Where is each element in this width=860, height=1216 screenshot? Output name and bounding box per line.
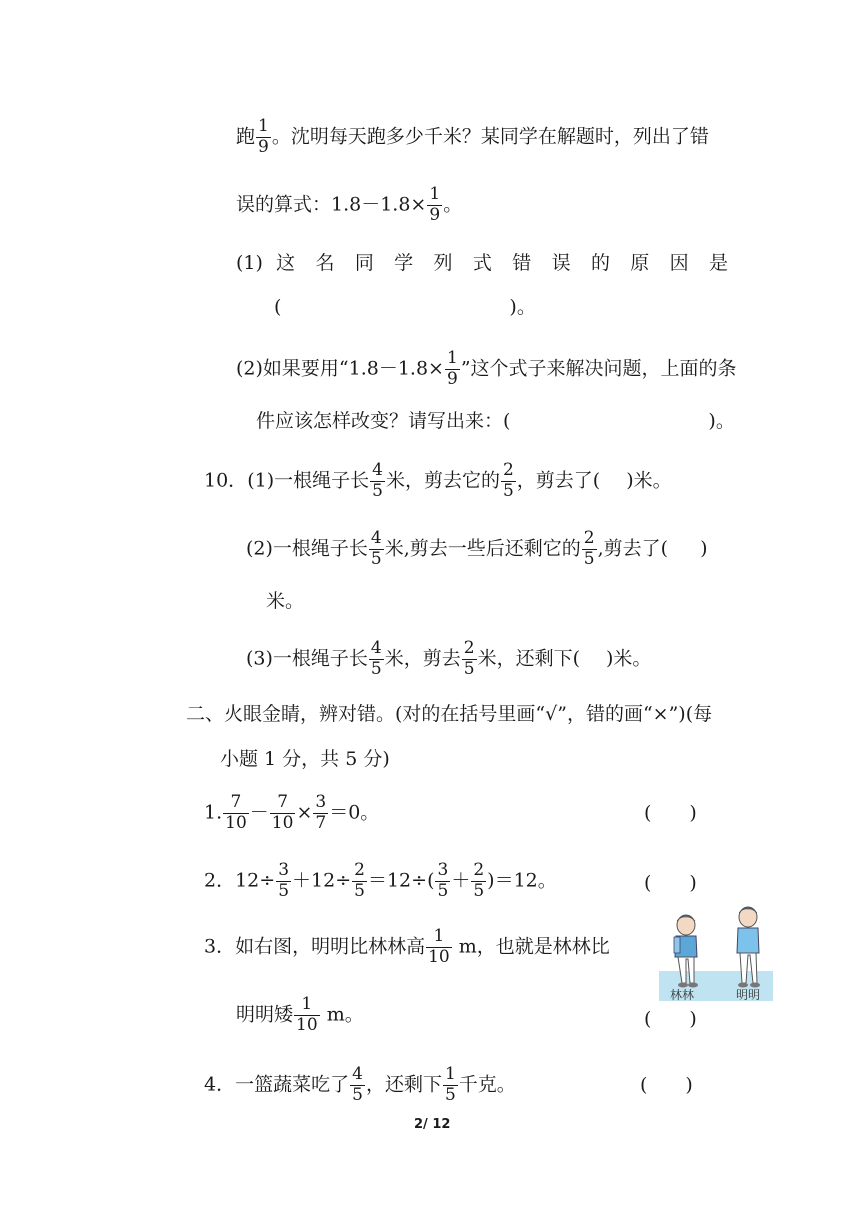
fraction: $\frac{2}{5}$ xyxy=(583,528,595,569)
fraction: $\frac{3}{5}$ xyxy=(278,860,290,901)
q9-text: 误的算式：1.8－1.8× xyxy=(236,193,427,216)
fraction: $\frac{1}{9}$ xyxy=(446,348,458,389)
q9-part-1-answer-blank[interactable]: ( )。 xyxy=(274,296,536,318)
fraction: $\frac{2}{5}$ xyxy=(354,860,365,901)
question-number: 4． xyxy=(204,1073,236,1096)
judgement-3-answer-paren[interactable]: ( ) xyxy=(644,1008,697,1030)
page-number: 2/ 12 xyxy=(414,1117,451,1132)
figure-label-left: 林林 xyxy=(670,988,695,1002)
question-number: 10． xyxy=(204,469,248,492)
judgement-2-answer-paren[interactable]: ( ) xyxy=(644,872,697,894)
fraction: $\frac{4}{5}$ xyxy=(352,1064,363,1105)
judgement-3: 3．如右图，明明比林林高 $\frac{1}{10}$ m，也就是林林比 xyxy=(204,926,610,967)
fraction: $\frac{1}{9}$ xyxy=(258,116,269,157)
q10-part-1: 10．(1)一根绳子长 $\frac{4}{5}$ 米，剪去它的 $\frac{2}{5}$ ，剪去了( )米。 xyxy=(204,460,672,501)
fraction: $\frac{1}{5}$ xyxy=(444,1064,456,1105)
question-number: 3． xyxy=(204,935,236,958)
section-2-title: 二、火眼金睛，辨对错。(对的在括号里画“√”，错的画“×”)(每 xyxy=(186,703,713,725)
answer-blank[interactable]: ,剪去了( xyxy=(597,537,669,560)
fraction: $\frac{3}{5}$ xyxy=(437,860,449,901)
judgement-4-answer-paren[interactable]: ( ) xyxy=(640,1074,693,1096)
q9-text: 跑 xyxy=(236,125,256,148)
q9-line-1 xyxy=(236,118,709,157)
fraction: $\frac{1}{10}$ xyxy=(296,994,318,1035)
fraction: $\frac{7}{10}$ xyxy=(271,792,294,833)
q10-part-2: (2)一根绳子长 $\frac{4}{5}$ 米,剪去一些后还剩它的 $\frac{2}{5}$ ,剪去了( ) xyxy=(246,528,708,569)
judgement-3-cont: 明明矮 $\frac{1}{10}$ m。 xyxy=(236,994,364,1035)
q9-part-2-answer-blank[interactable]: 件应该怎样改变？请写出来：( )。 xyxy=(256,410,735,432)
fraction: $\frac{1}{9}$ xyxy=(429,184,441,225)
height-comparison-figure xyxy=(656,905,776,1005)
q9-part-1-text: (1) 这 名 同 学 列 式 错 误 的 原 因 是 xyxy=(236,252,728,274)
judgement-2: 2．12÷ $\frac{3}{5}$ ＋12÷ $\frac{2}{5}$ ＝12÷( $\frac{3}{5}$ ＋ $\frac{2}{5}$ )＝12。 xyxy=(204,860,557,901)
fraction: $\frac{2}{5}$ xyxy=(463,638,475,679)
judgement-1-answer-paren[interactable]: ( ) xyxy=(644,802,697,824)
judgement-1: 1. $\frac{7}{10}$ － $\frac{7}{10}$ × $\frac{3}{7}$ ＝0。 xyxy=(204,792,380,833)
fraction: $\frac{7}{10}$ xyxy=(225,792,247,833)
q9-text: 。沈明每天跑多少千米？某同学在解题时，列出了错 xyxy=(271,125,709,148)
fraction: $\frac{2}{5}$ xyxy=(473,860,485,901)
q9-text: 。 xyxy=(443,193,463,216)
question-number: 1. xyxy=(204,801,223,824)
section-2-title-cont: 小题 1 分，共 5 分) xyxy=(220,748,390,770)
fraction: $\frac{1}{10}$ xyxy=(428,926,450,967)
fraction: $\frac{4}{5}$ xyxy=(370,638,382,679)
q9-part-1 xyxy=(236,254,728,273)
figure-label-right: 明明 xyxy=(736,988,761,1002)
judgement-4: 4．一篮蔬菜吃了 $\frac{4}{5}$ ，还剩下 $\frac{1}{5}$ 千克。 xyxy=(204,1064,516,1105)
q10-part-3: (3)一根绳子长 $\frac{4}{5}$ 米，剪去 $\frac{2}{5}$ 米，还剩下( )米。 xyxy=(246,638,652,679)
fraction: $\frac{2}{5}$ xyxy=(502,460,514,501)
fraction: $\frac{4}{5}$ xyxy=(372,460,383,501)
q10-part-2-unit: 米。 xyxy=(266,590,305,612)
q9-part-2: (2)如果要用“1.8－1.8× $\frac{1}{9}$ ”这个式子来解决问题，上面的条 xyxy=(236,348,737,389)
q9-line-2 xyxy=(236,186,462,225)
question-number: 2． xyxy=(204,869,236,892)
fraction: $\frac{4}{5}$ xyxy=(370,528,382,569)
fraction: $\frac{3}{7}$ xyxy=(315,792,327,833)
answer-blank[interactable]: 米，还剩下( xyxy=(477,647,581,670)
answer-blank[interactable]: ，剪去了( xyxy=(516,469,601,492)
